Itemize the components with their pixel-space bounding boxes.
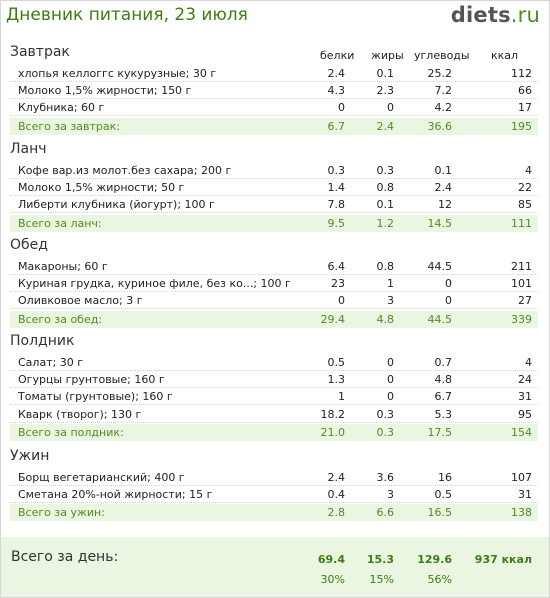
food-fat: 0 [387, 390, 394, 404]
food-fat: 0.3 [376, 164, 394, 177]
meal-total-row [10, 424, 538, 441]
food-kcal: 101 [511, 277, 532, 291]
food-fat: 0.1 [376, 67, 394, 80]
day-carbs-percent: 56% [427, 573, 452, 586]
food-row[interactable] [10, 406, 538, 423]
food-fat: 0.3 [376, 407, 394, 421]
meal-total-fat: 2.4 [376, 119, 394, 133]
food-kcal: 24 [518, 373, 532, 387]
food-protein: 23 [331, 277, 345, 291]
meal-total-protein: 29.4 [320, 312, 345, 326]
food-kcal: 4 [525, 356, 532, 369]
food-protein: 1.4 [327, 181, 345, 195]
food-protein: 7.8 [327, 198, 345, 212]
food-protein: 6.4 [327, 260, 345, 273]
page-title: Дневник питания, 23 июля [6, 5, 248, 25]
food-row[interactable] [10, 292, 538, 309]
meal-total-kcal: 195 [511, 119, 532, 133]
food-name[interactable]: хлопья келлоггс кукурузные; 30 г [18, 67, 217, 80]
food-fat: 1 [387, 277, 394, 291]
food-row[interactable] [10, 371, 538, 388]
column-headers [0, 47, 548, 65]
meal-total-kcal: 138 [511, 506, 532, 520]
food-protein: 0.3 [327, 164, 345, 177]
food-carbs: 0.5 [434, 488, 452, 502]
meal-title: Обед [10, 237, 48, 253]
meal-total-row [10, 118, 538, 135]
food-protein: 0.4 [327, 488, 345, 502]
food-name[interactable]: Борщ вегетарианский; 400 г [18, 471, 185, 484]
food-row[interactable] [10, 486, 538, 503]
food-carbs: 0.7 [434, 356, 452, 369]
food-name[interactable]: Макароны; 60 г [18, 260, 108, 273]
food-row[interactable] [10, 469, 538, 486]
food-carbs: 12 [438, 198, 452, 212]
food-kcal: 17 [518, 101, 532, 115]
food-row[interactable] [10, 65, 538, 82]
meal-total-carbs: 36.6 [427, 119, 452, 133]
meal-total-protein: 6.7 [327, 119, 345, 133]
food-carbs: 0 [445, 294, 452, 308]
day-protein-percent: 30% [320, 573, 345, 586]
day-total-carbs: 129.6 [417, 553, 452, 566]
food-row[interactable] [10, 82, 538, 99]
food-kcal: 112 [511, 67, 532, 80]
food-carbs: 4.8 [434, 373, 452, 387]
food-name[interactable]: Клубника; 60 г [18, 101, 105, 115]
meal-total-fat: 1.2 [376, 216, 394, 230]
food-protein: 2.4 [327, 471, 345, 484]
meal-total-carbs: 16.5 [427, 506, 452, 520]
meal-total-fat: 4.8 [376, 312, 394, 326]
food-kcal: 107 [511, 471, 532, 484]
food-protein: 1.3 [327, 373, 345, 387]
food-fat: 3.6 [376, 471, 394, 484]
meal-total-row [10, 215, 538, 232]
day-fat-percent: 15% [369, 573, 394, 586]
meal-total-protein: 2.8 [327, 506, 345, 520]
food-kcal: 4 [525, 164, 532, 177]
meal-total-label: Всего за ужин: [18, 506, 105, 520]
food-carbs: 2.4 [434, 181, 452, 195]
logo-tld: .ru [510, 3, 540, 27]
meal-total-fat: 6.6 [376, 506, 394, 520]
food-fat: 0.1 [376, 198, 394, 212]
meal-title: Завтрак [10, 44, 70, 60]
meal-total-protein: 9.5 [327, 216, 345, 230]
food-name[interactable]: Оливковое масло; 3 г [18, 294, 143, 308]
food-name[interactable]: Либерти клубника (йогурт); 100 г [18, 198, 215, 212]
meal-total-row [10, 504, 538, 521]
food-kcal: 66 [518, 84, 532, 98]
meal-total-kcal: 154 [511, 425, 532, 439]
food-fat: 0 [387, 356, 394, 369]
meal-total-row [10, 311, 538, 328]
food-protein: 2.4 [327, 67, 345, 80]
food-row[interactable] [10, 275, 538, 292]
food-row[interactable] [10, 99, 538, 116]
food-carbs: 0 [445, 277, 452, 291]
food-name[interactable]: Молоко 1,5% жирности; 50 г [18, 181, 185, 195]
meal-total-protein: 21.0 [320, 425, 345, 439]
day-total-label: Всего за день: [11, 549, 119, 565]
food-kcal: 22 [518, 181, 532, 195]
day-total-protein: 69.4 [317, 553, 345, 566]
food-fat: 3 [387, 488, 394, 502]
food-kcal: 95 [518, 407, 532, 421]
food-row[interactable] [10, 196, 538, 213]
food-name[interactable]: Куриная грудка, куриное филе, без ко...; 100 г [18, 277, 291, 291]
food-carbs: 7.2 [434, 84, 452, 98]
col-header-kcal: ккал [491, 49, 519, 62]
food-name[interactable]: Салат; 30 г [18, 356, 84, 369]
food-fat: 0 [387, 101, 394, 115]
col-header-fat: жиры [371, 49, 404, 62]
meal-total-carbs: 17.5 [427, 425, 452, 439]
meal-total-label: Всего за ланч: [18, 216, 102, 230]
food-protein: 4.3 [327, 84, 345, 98]
site-logo[interactable] [451, 3, 540, 27]
food-protein: 0 [338, 294, 345, 308]
meal-total-kcal: 111 [511, 216, 532, 230]
food-carbs: 25.2 [427, 67, 452, 80]
food-fat: 0 [387, 373, 394, 387]
food-name[interactable]: Томаты (грунтовые); 160 г [18, 390, 173, 404]
meal-total-carbs: 44.5 [427, 312, 452, 326]
day-total-kcal: 937 ккал [474, 553, 532, 566]
meal-total-fat: 0.3 [376, 425, 394, 439]
food-kcal: 211 [511, 260, 532, 273]
food-protein: 18.2 [320, 407, 345, 421]
food-kcal: 85 [518, 198, 532, 212]
food-fat: 3 [387, 294, 394, 308]
col-header-protein: белки [320, 49, 355, 62]
food-name[interactable]: Молоко 1,5% жирности; 150 г [18, 84, 192, 98]
food-carbs: 4.2 [434, 101, 452, 115]
logo-main: diets [450, 3, 511, 27]
day-total-fat: 15.3 [366, 553, 394, 566]
meal-total-label: Всего за обед: [18, 312, 103, 326]
meal-total-carbs: 14.5 [427, 216, 452, 230]
day-total [1, 537, 549, 597]
food-protein: 0 [338, 101, 345, 115]
food-row[interactable] [10, 258, 538, 275]
food-protein: 0.5 [327, 356, 345, 369]
food-name[interactable]: Сметана 20%-ной жирности; 15 г [18, 488, 213, 502]
meal-total-kcal: 339 [511, 312, 532, 326]
food-kcal: 31 [518, 488, 532, 502]
food-row[interactable] [10, 179, 538, 196]
meal-total-label: Всего за завтрак: [18, 119, 121, 133]
food-carbs: 44.5 [427, 260, 452, 273]
meal-title: Ланч [10, 141, 47, 157]
meal-total-label: Всего за полдник: [18, 425, 124, 439]
food-name[interactable]: Кофе вар.из молот.без сахара; 200 г [18, 164, 232, 177]
food-carbs: 6.7 [434, 390, 452, 404]
food-kcal: 27 [518, 294, 532, 308]
food-fat: 2.3 [376, 84, 394, 98]
meal-title: Полдник [10, 333, 75, 349]
food-carbs: 16 [438, 471, 452, 484]
food-protein: 1 [338, 390, 345, 404]
food-carbs: 0.1 [434, 164, 452, 177]
food-row[interactable] [10, 388, 538, 405]
meal-title: Ужин [10, 448, 50, 464]
food-carbs: 5.3 [434, 407, 452, 421]
food-fat: 0.8 [376, 260, 394, 273]
col-header-carbs: углеводы [414, 49, 470, 62]
food-name[interactable]: Огурцы грунтовые; 160 г [18, 373, 165, 387]
food-row[interactable] [10, 354, 538, 371]
food-fat: 0.8 [376, 181, 394, 195]
food-kcal: 31 [518, 390, 532, 404]
food-name[interactable]: Кварк (творог); 130 г [18, 407, 142, 421]
food-row[interactable] [10, 162, 538, 179]
